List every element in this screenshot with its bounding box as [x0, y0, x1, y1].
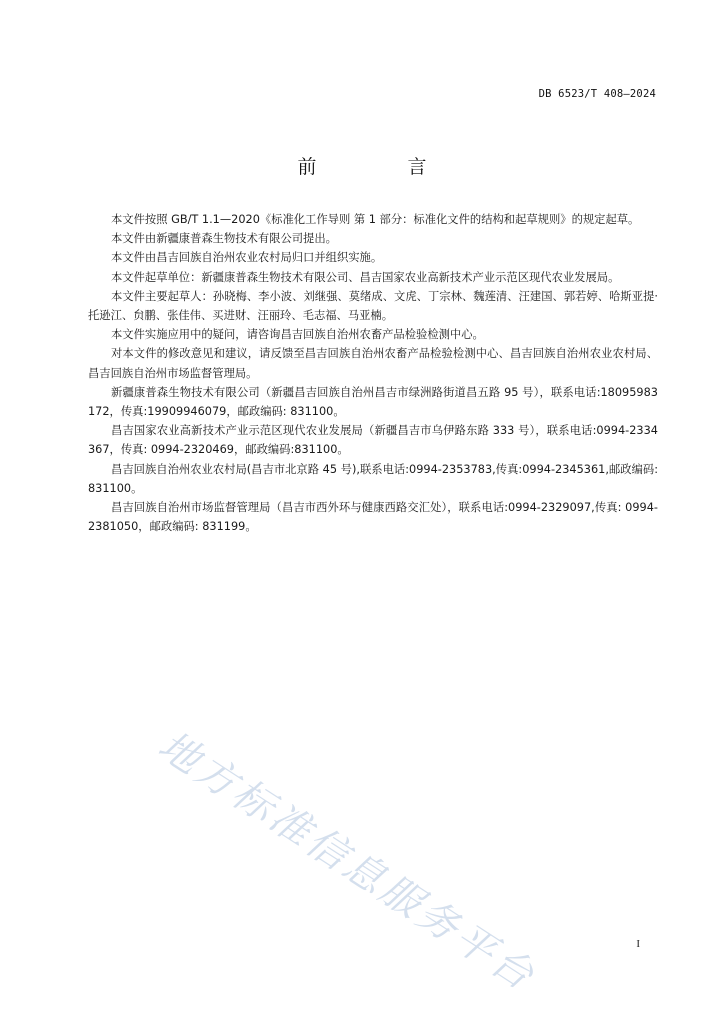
paragraph-contact-kangpusen: 新疆康普森生物技术有限公司（新疆昌吉回族自治州昌吉市绿洲路街道昌五路 95 号），联系电话:18095983172，传真:19909946079，邮政编码: 831100。: [88, 385, 658, 419]
paragraph-feedback: 对本文件的修改意见和建议，请反馈至昌吉回族自治州农畜产品检验检测中心、昌吉回族自治州农业农村局、昌吉回族自治州市场监督管理局。: [88, 347, 658, 380]
paragraph-proposer: 本文件由新疆康普森生物技术有限公司提出。: [111, 232, 337, 246]
paragraph-administrator: 本文件由昌吉回族自治州农业农村局归口并组织实施。: [111, 251, 383, 265]
paragraph-drafting-units: 本文件起草单位：新疆康普森生物技术有限公司、昌吉国家农业高新技术产业示范区现代农业发展局。: [111, 270, 620, 284]
paragraph-drafting-basis: 本文件按照 GB/T 1.1—2020《标准化工作导则 第 1 部分：标准化文件的结构和起草规则》的规定起草。: [111, 213, 640, 226]
document-code: DB 6523/T 408—2024: [538, 88, 656, 100]
page-title: 前 言: [297, 156, 463, 178]
paragraph-contact-market-supervision: 昌吉回族自治州市场监督管理局（昌吉市西外环与健康西路交汇处），联系电话:0994-2329097,传真: 0994-2381050，邮政编码: 831199。: [88, 501, 658, 534]
paragraph-contact-agri-bureau: 昌吉国家农业高新技术产业示范区现代农业发展局（新疆昌吉市乌伊路东路 333 号），联系电话:0994-2334367，传真: 0994-2320469，邮政编码:831100。: [88, 424, 658, 457]
watermark-text: 地方标准信息服务平台: [150, 722, 545, 1001]
paragraph-drafters: 本文件主要起草人：孙晓梅、李小波、刘继强、莫绪成、文虎、丁宗林、魏莲清、汪建国、郭若婷、哈斯亚提·托逊江、贠鹏、张佳伟、买进财、汪丽玲、毛志福、马亚楠。: [88, 289, 658, 323]
paragraph-contact-agri-rural: 昌吉回族自治州农业农村局(昌吉市北京路 45 号),联系电话:0994-2353783,传真:0994-2345361,邮政编码: 831100。: [88, 462, 658, 495]
page-number: I: [636, 938, 640, 950]
foreword-body: [88, 210, 658, 536]
paragraph-inquiry: 本文件实施应用中的疑问，请咨询昌吉回族自治州农畜产品检验检测中心。: [111, 328, 484, 342]
